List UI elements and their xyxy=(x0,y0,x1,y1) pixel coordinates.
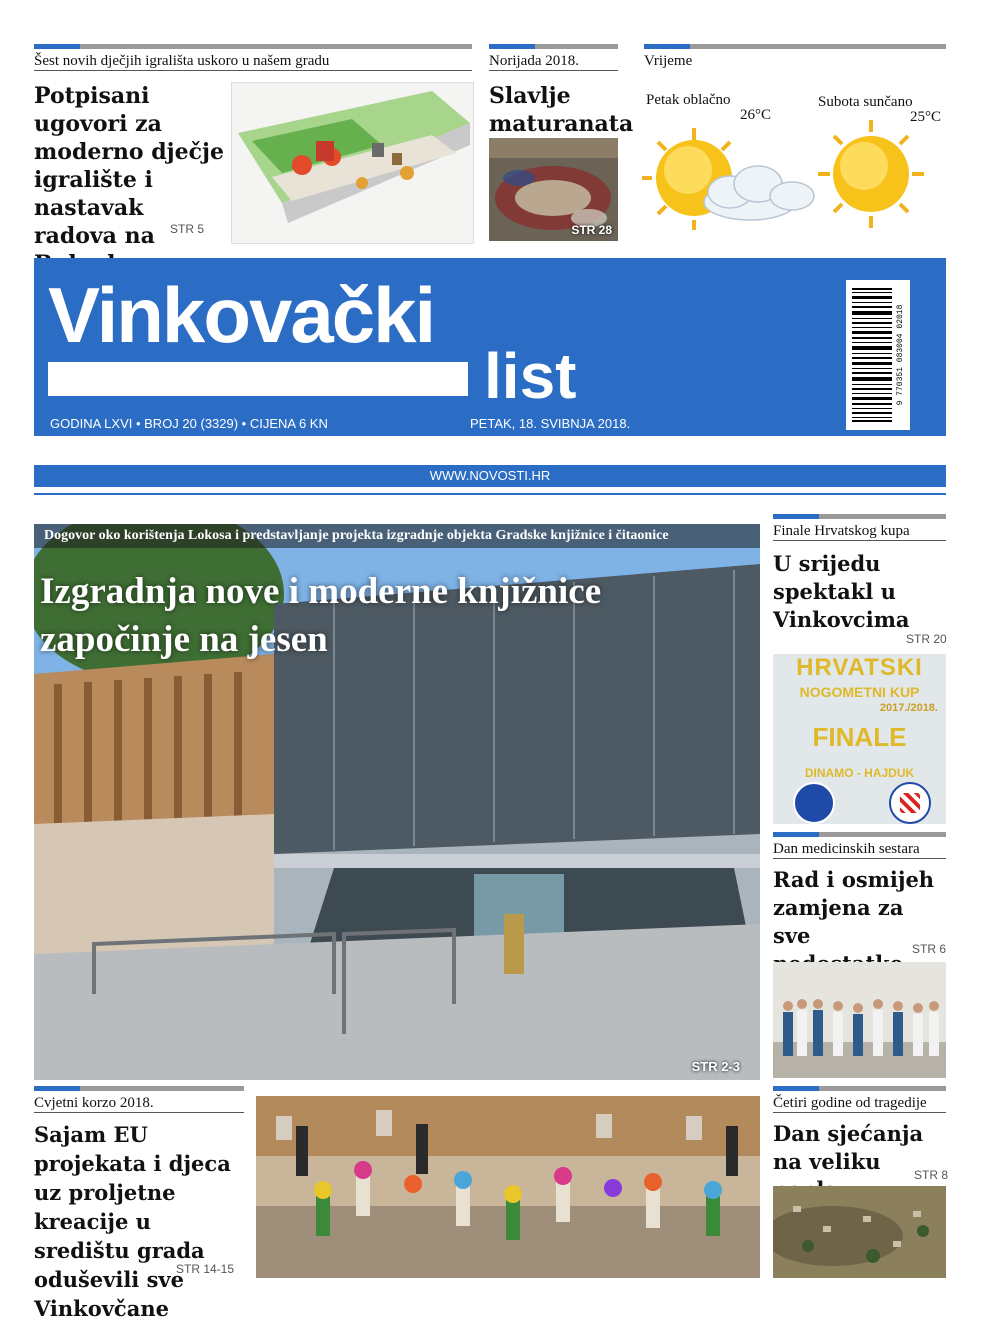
section-rule xyxy=(644,44,946,49)
hajduk-crest-icon xyxy=(889,782,931,824)
sun-cloud-icon xyxy=(638,124,820,232)
poster-final: FINALE xyxy=(812,722,907,752)
section-rule xyxy=(489,44,618,49)
story-kicker: Norijada 2018. xyxy=(489,52,618,71)
newspaper-title-list: list xyxy=(484,340,577,412)
poster-line1: HRVATSKI xyxy=(796,654,923,681)
story-kicker: Dan medicinskih sestara xyxy=(773,840,946,859)
story-headline[interactable]: Dan sjećanja na veliku xyxy=(773,1121,924,1174)
page-reference: STR 6 xyxy=(912,942,947,956)
barcode xyxy=(846,280,910,430)
story-headline[interactable]: Slavlje maturanata xyxy=(489,83,634,137)
poster-season: 2017./2018. xyxy=(879,702,938,714)
weather-temp1: 26°C xyxy=(740,107,772,123)
story-kicker: Šest novih dječjih igrališta uskoro u našem gradu xyxy=(34,52,472,71)
section-rule xyxy=(34,1086,244,1091)
story-kicker: Finale Hrvatskog kupa xyxy=(773,522,946,541)
weather-title: Vrijeme xyxy=(644,53,693,69)
newspaper-title: Vinkovački xyxy=(48,271,435,359)
story-headline[interactable]: U srijedu spektakl u Vinkovcima xyxy=(773,551,910,632)
photo-page-reference: STR 28 xyxy=(571,223,612,237)
page-reference: STR 20 xyxy=(906,632,947,646)
issue-date: PETAK, 18. SVIBNJA 2018. xyxy=(470,416,631,431)
section-rule xyxy=(773,514,946,519)
library-render-photo xyxy=(34,524,760,1080)
section-rule xyxy=(773,832,946,837)
poster-match: DINAMO - HAJDUK xyxy=(804,766,915,780)
weather-day2: Subota sunčano xyxy=(818,94,913,110)
page-reference: STR 14-15 xyxy=(176,1262,235,1276)
main-headline[interactable]: Izgradnja nove i moderne knjižnice započinje na jesen xyxy=(40,571,602,660)
flower-parade-photo xyxy=(256,1096,760,1278)
nurses-group-photo xyxy=(773,962,946,1078)
page-reference: STR 8 xyxy=(914,1168,949,1182)
story-kicker: Četiri godine od tragedije xyxy=(773,1094,946,1113)
website-link[interactable]: WWW.NOVOSTI.HR xyxy=(34,465,946,487)
section-rule xyxy=(773,1086,946,1091)
logo-bar xyxy=(48,362,468,396)
weather-day1: Petak oblačno xyxy=(646,92,731,108)
barcode-number: 9 770351 083004 02018 xyxy=(896,304,905,406)
story-headline[interactable]: Potpisani ugovori za moderno dječje igralište i nastavak radova na xyxy=(34,83,224,249)
story-headline[interactable]: Rad i osmijeh zamjena za sve xyxy=(773,867,935,948)
section-rule xyxy=(34,44,472,49)
story-headline[interactable]: Sajam EU projekata i djeca uz proljetne kreacije u središtu grada oduševili sve Vinkovčane xyxy=(34,1122,231,1321)
sun-icon xyxy=(816,118,926,230)
divider xyxy=(34,493,946,495)
flood-aerial-photo xyxy=(773,1186,946,1278)
main-kicker: Dogovor oko korištenja Lokosa i predstavljanje projekta izgradnje objekta Gradske knjižnice i čitaonice xyxy=(44,528,669,543)
cup-final-poster xyxy=(773,654,946,824)
graduation-crowd-photo xyxy=(489,138,618,241)
page-reference: STR 5 xyxy=(170,222,205,236)
photo-page-reference: STR 2-3 xyxy=(691,1059,740,1074)
dinamo-crest-icon xyxy=(793,782,835,824)
issue-info: GODINA LXVI • BROJ 20 (3329) • CIJENA 6 KN xyxy=(50,416,328,431)
poster-line2: NOGOMETNI KUP xyxy=(799,684,920,700)
story-kicker: Cvjetni korzo 2018. xyxy=(34,1094,244,1113)
weather-temp2: 25°C xyxy=(910,109,942,125)
masthead xyxy=(34,258,946,436)
playground-render-image xyxy=(231,82,474,244)
